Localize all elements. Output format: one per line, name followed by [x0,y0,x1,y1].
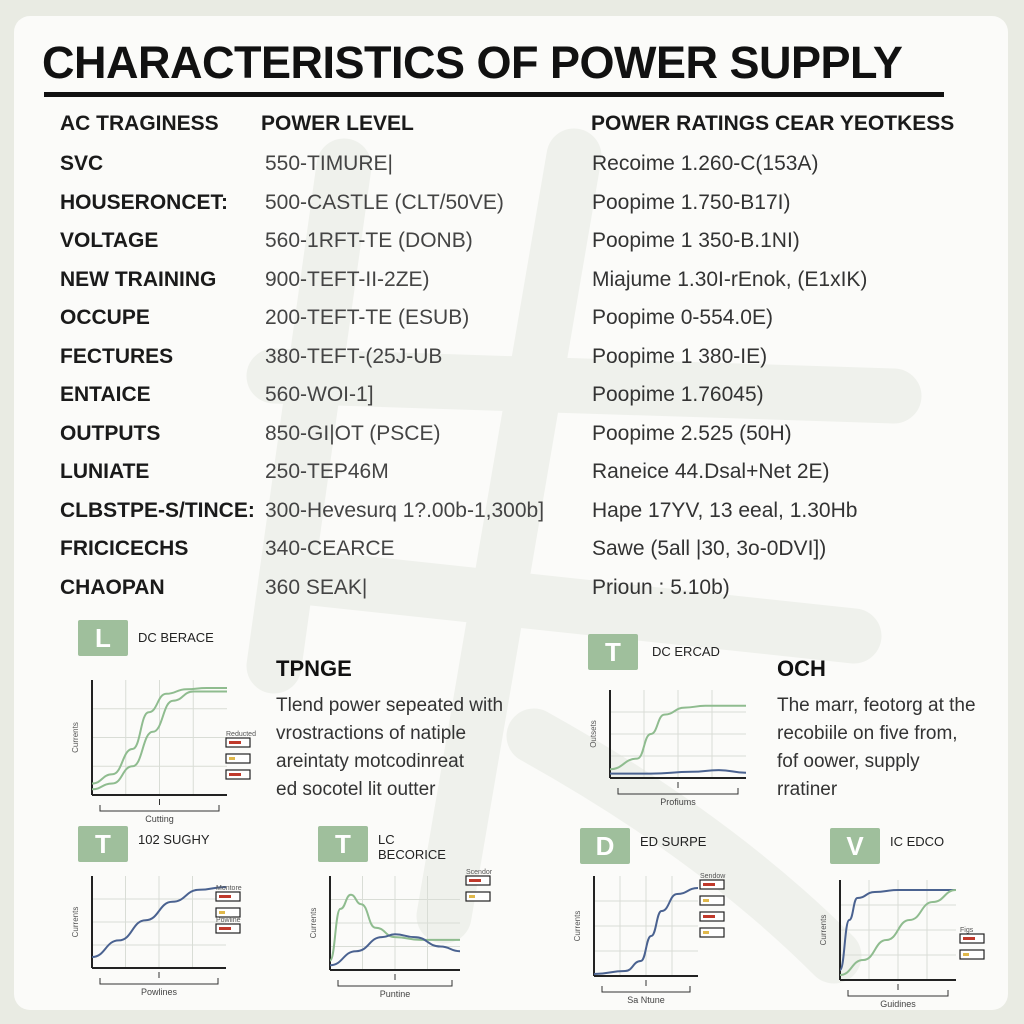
x-axis-label: Sa Ntune [627,995,665,1005]
power-level: 340-CEARCE [265,537,395,560]
power-level: 560-WOI-1] [265,383,374,406]
text-block-line: ed socotel lit outter [276,779,436,800]
row-label: CHAOPAN [60,575,165,599]
legend-swatch [703,931,709,934]
power-level: 900-TEFT-II-2ZE) [265,267,430,291]
text-block-line: recobiile on five from, [777,723,958,744]
chart-title: LC BECORICE [378,832,446,862]
x-axis-bracket [100,805,219,811]
y-axis-label: Currents [71,722,80,753]
legend-swatch [469,879,481,882]
y-axis-label: Currents [71,906,80,938]
power-rating: Poopime 0-554.0E) [592,306,773,329]
row-label: FRICICECHS [60,537,189,560]
x-axis-bracket [100,978,218,984]
legend-label: Scendor [466,869,493,876]
row-label: FECTURES [60,344,174,368]
x-axis-bracket [618,788,738,794]
chart-title: DC BERACE [138,630,214,645]
text-block-line: fof oower, supply [777,751,920,772]
legend-swatch [219,895,231,898]
legend-swatch [963,953,969,956]
legend-swatch [219,911,225,914]
power-rating: Sawe (5all |30, 3o-0DVI]) [592,537,827,560]
table-row [14,150,1008,189]
x-axis-bracket [602,986,690,992]
power-rating: Poopime 1.750-B17I) [592,190,791,214]
chart-badge: T [588,634,638,670]
text-block-heading: OCH [777,656,826,681]
x-axis-bracket [848,990,948,996]
table-row [14,227,1008,266]
power-rating: Poopime 1 380-IE) [592,344,768,368]
chart-badge: L [78,620,128,656]
power-level: 500-CASTLE (CLT/50VE) [265,190,504,214]
power-level: 850-GI|OT (PSCE) [265,421,441,445]
legend-swatch [219,927,231,930]
text-block-line: The marr, feotorg at the [777,695,976,716]
chart-panel-2 [566,634,766,834]
power-rating: Hape 17YV, 13 eeal, 1.30Hb [592,498,858,522]
text-block-left [276,656,546,804]
row-label: CLBSTPE-S/TINCE: [60,498,255,522]
chart-1 [52,620,256,824]
chart-badge: D [580,828,630,864]
table-row [14,343,1008,382]
power-rating: Prioun : 5.10b) [592,575,730,599]
power-rating: Poopime 1 350-B.1NI) [592,229,800,252]
y-axis-label: Outsets [589,720,598,748]
legend-swatch [229,773,241,776]
ratings-table [14,150,1008,612]
chart-badge: T [318,826,368,862]
text-block-line: rratiner [777,779,838,800]
chart-badge: V [830,828,880,864]
chart-title: ED SURPE [640,834,707,849]
power-level: 360 SEAK| [265,575,368,599]
legend-swatch [963,937,975,940]
power-rating: Raneice 44.Dsal+Net 2E) [592,460,830,483]
title-underline [44,92,944,97]
chart-panel-6 [784,828,984,1008]
table-row [14,458,1008,497]
x-axis-bracket [338,980,452,986]
y-axis-label: Currents [309,907,318,939]
power-rating: Recoime 1.260-C(153A) [592,152,819,175]
text-block-right [777,656,1002,804]
power-rating: Miajume 1.30I-rEnok, (E1xIK) [592,267,868,291]
row-label: LUNIATE [60,460,150,483]
row-label: VOLTAGE [60,229,159,252]
table-row [14,497,1008,536]
legend-swatch [229,757,235,760]
table-row [14,189,1008,228]
row-label: OCCUPE [60,306,150,329]
chart-title: IC EDCO [890,834,945,849]
row-label: HOUSERONCET: [60,190,229,214]
table-row [14,420,1008,459]
column-header-2: POWER LEVEL [261,112,414,135]
table-row [14,304,1008,343]
row-label: NEW TRAINING [60,267,217,291]
chart-title: 102 SUGHY [138,832,210,847]
row-label: SVC [60,152,104,175]
page-title: CHARACTERISTICS OF POWER SUPPLY [42,37,903,88]
power-level: 380-TEFT-(25J-UB [265,344,443,368]
power-rating: Poopime 1.76045) [592,383,764,406]
row-label: ENTAICE [60,383,151,406]
power-rating: Poopime 2.525 (50H) [592,421,792,445]
chart-panel-4 [286,826,493,1006]
legend-label: Montore [216,885,242,892]
chart-panel-5 [550,828,750,1008]
table-row [14,574,1008,613]
text-block-line: vrostractions of natiple [276,723,467,744]
legend-swatch [703,915,715,918]
y-axis-label: Currents [819,914,828,946]
legend-swatch [469,895,475,898]
legend-swatch [229,741,241,744]
legend-label: Reducted [226,731,256,738]
x-axis-label: Cutting [145,814,174,824]
column-header-3: POWER RATINGS CEAR YEOTKESS [591,112,955,135]
legend-label: Sendow [700,873,726,880]
chart-badge: T [78,826,128,862]
legend-label: Figs [960,927,974,934]
table-row [14,266,1008,305]
x-axis-label: Profiums [660,797,696,807]
text-block-heading: TPNGE [276,656,352,681]
chart-3 [52,826,252,1006]
poster-card [14,16,1008,1010]
x-axis-label: Guidines [880,999,916,1009]
chart-title: DC ERCAD [652,644,720,659]
table-row [14,535,1008,574]
text-block-line: Tlend power sepeated with [276,695,504,716]
chart-4 [286,826,493,1006]
power-level: 250-TEP46M [265,460,389,483]
legend-swatch [703,899,709,902]
column-header-1: AC TRAGINESS [60,112,219,135]
chart-6 [784,828,984,1008]
power-level: 300-Hevesurq 1?.00b-1,300b] [265,498,545,522]
power-level: 550-TIMURE| [265,152,393,175]
legend-label: Powline [216,917,241,924]
chart-panel-1 [52,620,256,824]
chart-panel-3 [52,826,252,1006]
chart-2 [566,634,766,834]
legend-swatch [703,883,715,886]
power-level: 200-TEFT-TE (ESUB) [265,306,470,329]
chart-5 [550,828,750,1008]
y-axis-label: Currents [573,910,582,942]
power-level: 560-1RFT-TE (DONB) [265,229,473,252]
row-label: OUTPUTS [60,421,161,445]
x-axis-label: Powlines [140,987,178,997]
x-axis-label: Puntine [379,989,411,999]
text-block-line: areintaty motcodinreat [276,751,464,772]
table-row [14,381,1008,420]
